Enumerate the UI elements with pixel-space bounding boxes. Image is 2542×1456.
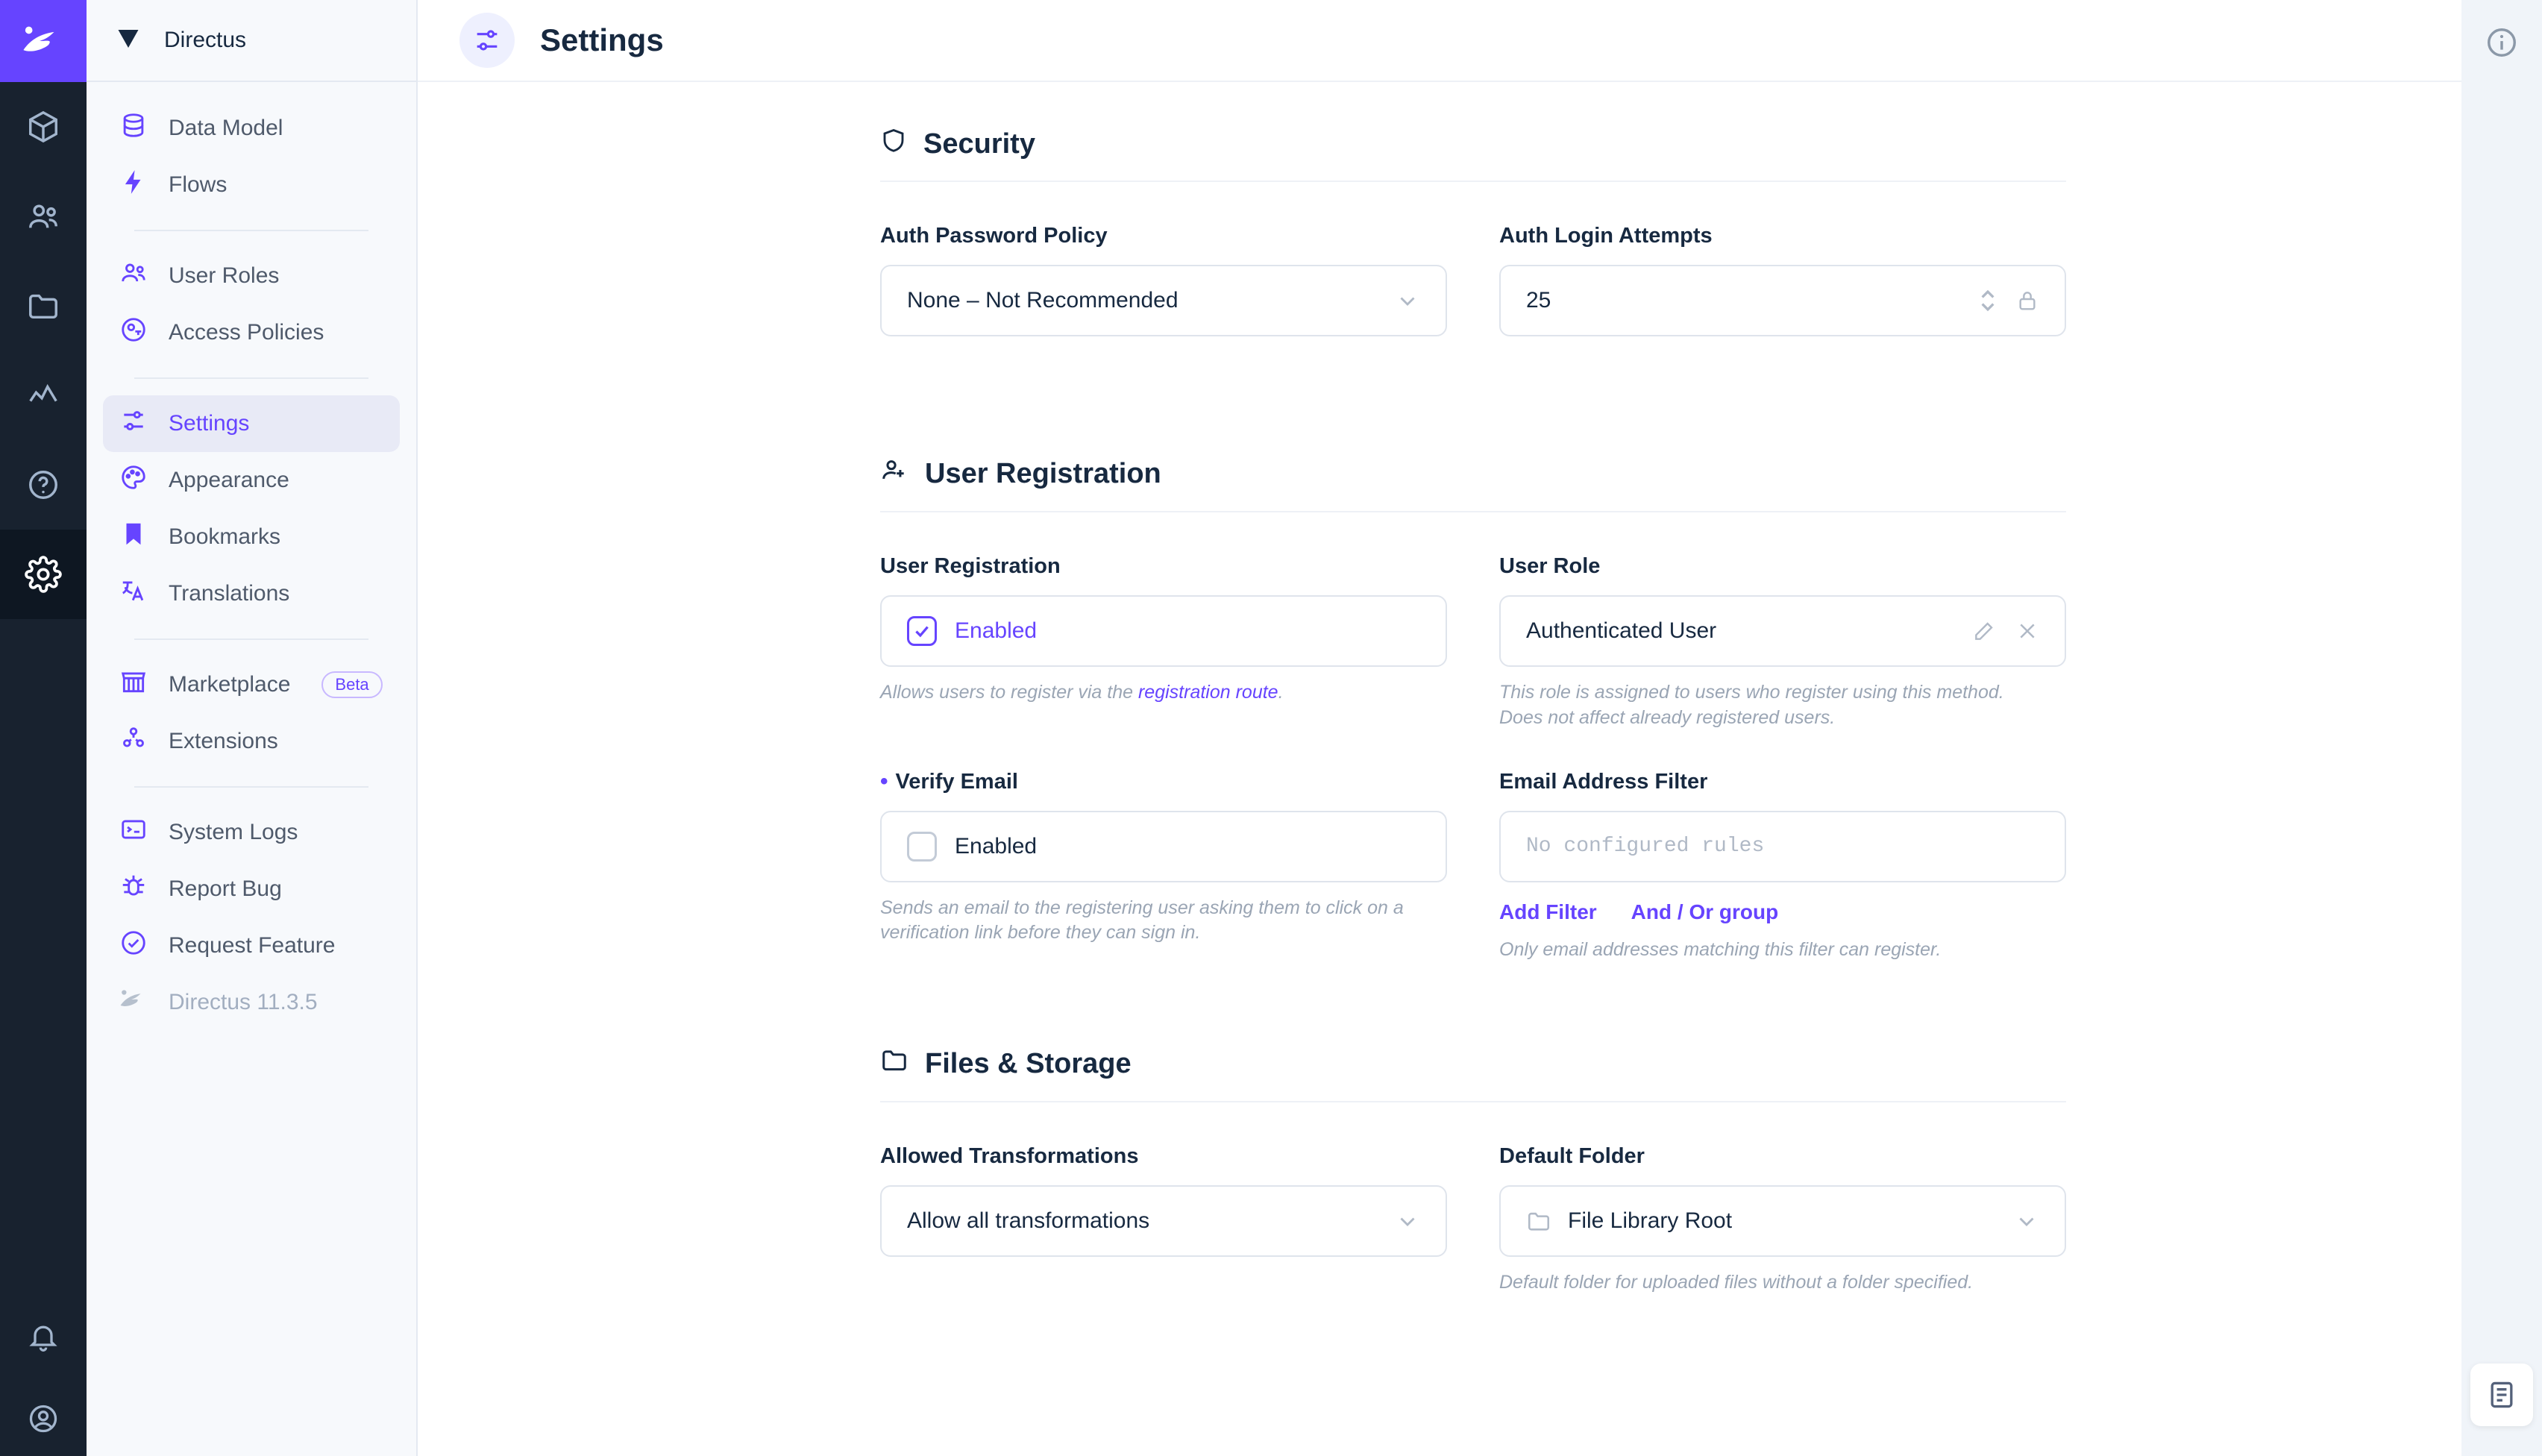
field-label: Auth Password Policy: [880, 224, 1108, 248]
page-title: Settings: [540, 22, 664, 57]
account-circle-icon[interactable]: [0, 1381, 87, 1456]
sidebar-item-system-logs[interactable]: [103, 804, 400, 861]
field-auth-login-attempts: [1499, 224, 2066, 336]
store-icon: [119, 668, 148, 702]
field-label: Default Folder: [1499, 1144, 1645, 1169]
bookmark-icon: [119, 520, 148, 554]
notifications-bell-icon[interactable]: [0, 1292, 87, 1381]
field-help: This role is assigned to users who register using this method. Does not affect already registered users.: [1499, 682, 2004, 728]
chevron-down-icon[interactable]: [1395, 288, 1420, 313]
email-filter-input[interactable]: [1499, 811, 2066, 882]
person-add-icon: [880, 456, 908, 492]
clear-close-icon[interactable]: [2015, 619, 2039, 643]
add-filter-button[interactable]: Add Filter: [1499, 900, 1597, 923]
field-label: User Registration: [880, 554, 1061, 578]
sidebar-item-label: Directus 11.3.5: [169, 990, 318, 1014]
sidebar-item-marketplace[interactable]: [103, 656, 400, 713]
select-value: None – Not Recommended: [907, 288, 1179, 313]
checkbox-label: Enabled: [955, 833, 1038, 859]
field-auth-password-policy: [880, 224, 1447, 336]
logs-icon: [119, 815, 148, 850]
field-help: Only email addresses matching this filter can register.: [1499, 938, 1942, 960]
navigation-list: [87, 82, 416, 1031]
beta-badge: Beta: [321, 671, 382, 698]
right-sidebar: [2461, 0, 2542, 1456]
extension-icon: [119, 724, 148, 759]
sidebar-item-access-policies[interactable]: [103, 304, 400, 361]
and-or-group-button[interactable]: And / Or group: [1631, 900, 1779, 923]
user-registration-checkbox-wrap[interactable]: [880, 595, 1447, 667]
translate-icon: [119, 577, 148, 611]
auth-login-attempts-input[interactable]: [1499, 265, 2066, 336]
section-title: User Registration: [925, 457, 1161, 489]
input-value: 25: [1526, 288, 1551, 313]
field-label: User Role: [1499, 554, 1601, 578]
settings-page: [418, 0, 2542, 1456]
default-folder-select[interactable]: [1499, 1185, 2066, 1257]
field-label: Email Address Filter: [1499, 769, 1708, 794]
sidebar-item-label: Bookmarks: [169, 524, 281, 549]
database-icon: [119, 111, 148, 145]
sidebar-item-extensions[interactable]: [103, 713, 400, 770]
chevron-down-icon[interactable]: [1395, 1208, 1420, 1234]
main-area: [418, 0, 2461, 1456]
module-item-box[interactable]: [0, 82, 87, 172]
project-logo-icon: [115, 25, 142, 56]
sidebar-item-version: [103, 974, 400, 1031]
sidebar-item-bookmarks[interactable]: [103, 509, 400, 565]
page-header: [418, 0, 2542, 82]
allowed-transformations-select[interactable]: [880, 1185, 1447, 1257]
field-label: Auth Login Attempts: [1499, 224, 1713, 248]
badge-icon: [119, 316, 148, 350]
directus-logo-icon[interactable]: [0, 0, 87, 82]
sidebar-item-report-bug[interactable]: [103, 861, 400, 917]
project-name: Directus: [164, 28, 247, 52]
directus-small-icon: [119, 988, 148, 1017]
auth-password-policy-select[interactable]: [880, 265, 1447, 336]
section-user-registration-header: [880, 456, 2066, 512]
section-title: Security: [923, 128, 1035, 160]
folder-icon: [1526, 1208, 1551, 1234]
sidebar-item-data-model[interactable]: [103, 100, 400, 157]
checkbox-unchecked-icon[interactable]: [907, 832, 937, 862]
field-help: [880, 680, 1425, 706]
sidebar-item-appearance[interactable]: [103, 452, 400, 509]
tune-icon: [119, 407, 148, 441]
filter-placeholder: No configured rules: [1526, 835, 1765, 858]
stepper-icon[interactable]: [1978, 284, 1997, 317]
sidebar-item-label: Appearance: [169, 468, 289, 492]
field-label: Allowed Transformations: [880, 1144, 1139, 1169]
verify-email-checkbox-wrap[interactable]: [880, 811, 1447, 882]
sidebar-item-label: Data Model: [169, 116, 283, 140]
sidebar-item-label: Request Feature: [169, 933, 336, 958]
field-user-registration: [880, 554, 1447, 731]
project-header[interactable]: [87, 0, 416, 82]
module-item-help[interactable]: [0, 440, 87, 530]
sidebar-item-label: Flows: [169, 172, 227, 197]
field-email-address-filter: [1499, 770, 2066, 963]
divider: [134, 638, 368, 640]
field-default-folder: [1499, 1144, 2066, 1296]
field-verify-email: [880, 770, 1447, 963]
module-bar: [0, 0, 87, 1456]
user-role-value: Authenticated User: [1526, 618, 1717, 643]
field-label-text: Verify Email: [895, 769, 1018, 794]
info-icon[interactable]: [2485, 25, 2519, 63]
sidebar-item-label: Access Policies: [169, 320, 324, 345]
sidebar-item-label: Settings: [169, 411, 250, 436]
sidebar-item-settings[interactable]: [103, 395, 400, 452]
notes-icon[interactable]: [2470, 1364, 2533, 1426]
sidebar-item-label: Translations: [169, 581, 290, 606]
sidebar-item-label: System Logs: [169, 820, 298, 844]
module-item-insights[interactable]: [0, 351, 87, 440]
chevron-down-icon[interactable]: [2014, 1208, 2039, 1234]
tune-icon: [459, 13, 515, 68]
checkbox-label: Enabled: [955, 618, 1038, 643]
registration-route-link[interactable]: registration route: [1137, 682, 1278, 703]
section-title: Files & Storage: [925, 1047, 1132, 1079]
module-item-settings[interactable]: [0, 530, 87, 619]
divider: [134, 786, 368, 788]
sidebar-item-label: Report Bug: [169, 876, 282, 901]
module-item-files[interactable]: [0, 261, 87, 351]
help-suffix: .: [1278, 682, 1284, 703]
files-storage-fields: [880, 1144, 2066, 1334]
field-user-role: [1499, 554, 2066, 731]
folder-icon: [880, 1046, 908, 1082]
section-security-header: [880, 127, 2066, 182]
divider: [134, 377, 368, 379]
help-prefix: Allows users to register via the: [880, 682, 1138, 703]
select-value: File Library Root: [1568, 1208, 1733, 1234]
bolt-icon: [119, 168, 148, 202]
checkbox-checked-icon[interactable]: [907, 616, 937, 646]
sidebar-item-request-feature[interactable]: [103, 917, 400, 974]
security-fields: [880, 224, 2066, 375]
settings-content: [418, 82, 2542, 1334]
edit-pencil-icon[interactable]: [1972, 619, 1996, 643]
sidebar-item-user-roles[interactable]: [103, 248, 400, 304]
divider: [134, 230, 368, 231]
field-help: Default folder for uploaded files without a folder specified.: [1499, 1272, 1974, 1293]
sidebar-item-flows[interactable]: [103, 157, 400, 213]
check-circle-icon: [119, 929, 148, 963]
select-value: Allow all transformations: [907, 1208, 1150, 1234]
filter-actions: [1499, 900, 2066, 924]
user-role-input[interactable]: [1499, 595, 2066, 667]
lock-icon[interactable]: [2015, 289, 2039, 313]
navigation-sidebar: [87, 0, 418, 1456]
palette-icon: [119, 463, 148, 498]
field-allowed-transformations: [880, 1144, 1447, 1296]
shield-icon: [880, 127, 907, 161]
sidebar-item-label: User Roles: [169, 263, 280, 288]
people-icon: [119, 259, 148, 293]
module-item-users[interactable]: [0, 172, 87, 261]
user-registration-fields: [880, 554, 2066, 1001]
field-label: • Verify Email: [880, 769, 1018, 794]
sidebar-item-translations[interactable]: [103, 565, 400, 622]
field-help: Sends an email to the registering user asking them to click on a verification link before they can sign in.: [880, 897, 1404, 944]
sidebar-item-label: Extensions: [169, 729, 278, 753]
sidebar-item-label: Marketplace: [169, 672, 291, 697]
section-files-storage-header: [880, 1046, 2066, 1102]
bug-icon: [119, 872, 148, 906]
